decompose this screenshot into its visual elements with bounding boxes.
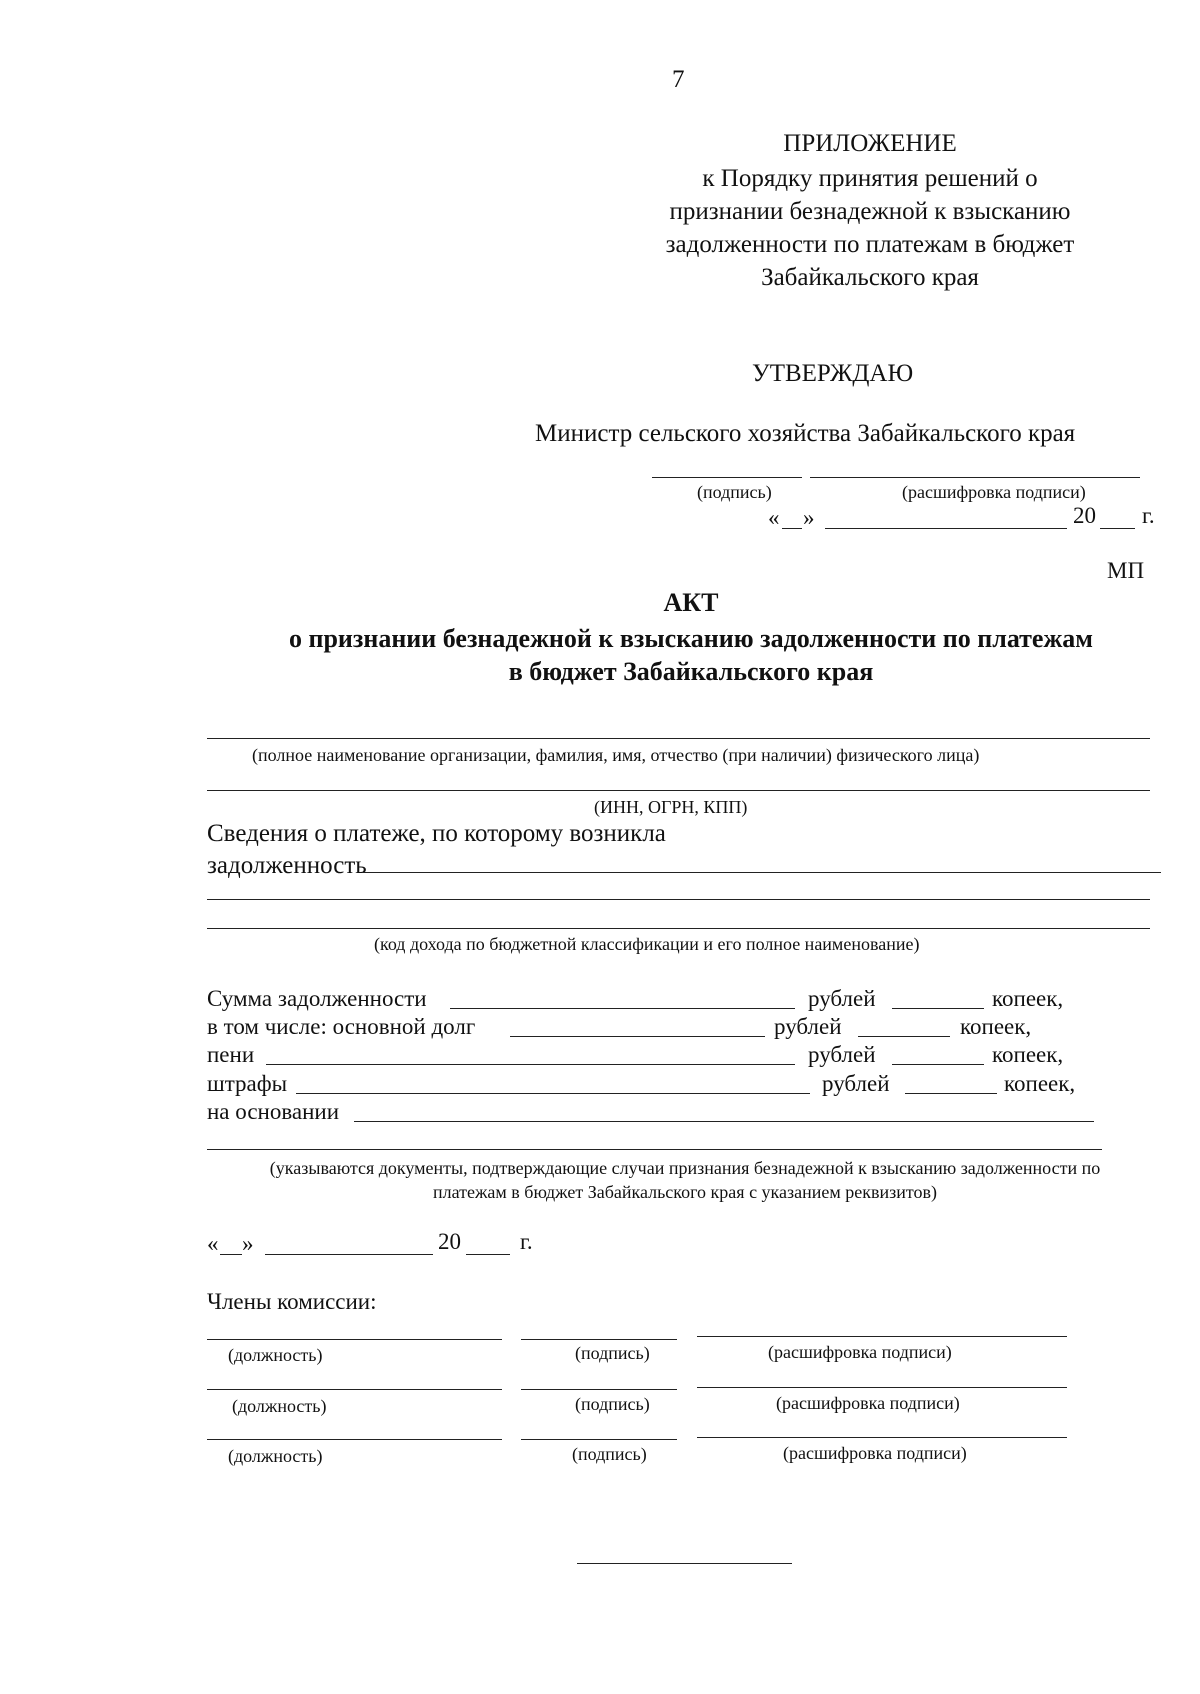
- date-month-line: [825, 528, 1067, 529]
- rubles-label: рублей: [774, 1014, 842, 1039]
- payment-info-line2: задолженность: [207, 852, 367, 879]
- act-date-quote-open: «: [207, 1231, 219, 1256]
- member-position-line: [207, 1389, 502, 1390]
- basis-label: на основании: [207, 1099, 340, 1124]
- fines-rubles-line: [296, 1093, 810, 1094]
- closing-separator-line: [577, 1563, 792, 1564]
- payment-info-extra-line: [207, 899, 1150, 900]
- org-name-caption: (полное наименование организации, фамилия, имя, отчество (при наличии) физического лица): [252, 745, 980, 765]
- penalty-kopecks-line: [892, 1064, 984, 1065]
- member-position-caption: (должность): [228, 1345, 323, 1365]
- act-date-year-prefix: 20: [438, 1229, 461, 1254]
- commission-heading: Члены комиссии:: [207, 1289, 377, 1314]
- basis-line: [354, 1121, 1094, 1122]
- date-year-suffix: г.: [1142, 503, 1155, 528]
- member-decode-caption: (расшифровка подписи): [776, 1393, 960, 1413]
- date-year-prefix: 20: [1073, 503, 1096, 528]
- penalty-rubles-line: [266, 1064, 795, 1065]
- act-date-quote-close: »: [242, 1231, 254, 1256]
- signature-caption: (подпись): [697, 482, 772, 502]
- appendix-line: Забайкальского края: [761, 264, 979, 291]
- act-date-year-line: [466, 1254, 510, 1255]
- act-title: АКТ: [663, 588, 719, 617]
- appendix-line: задолженности по платежам в бюджет: [665, 231, 1075, 258]
- total-kopecks-line: [892, 1008, 984, 1009]
- payment-info-line: [362, 872, 1161, 873]
- date-quote-open: «: [768, 505, 780, 530]
- total-debt-label: Сумма задолженности: [207, 986, 427, 1011]
- member-signature-caption: (подпись): [575, 1394, 650, 1414]
- documents-caption-line1: (указываются документы, подтверждающие случаи признания безнадежной к взысканию задолженности по: [269, 1158, 1101, 1178]
- date-day-line: [782, 528, 802, 529]
- approver-position: Министр сельского хозяйства Забайкальского края: [535, 420, 1076, 447]
- kopecks-label: копеек,: [1004, 1071, 1076, 1096]
- rubles-label: рублей: [808, 986, 876, 1011]
- penalty-label: пени: [207, 1042, 255, 1067]
- member-decode-line: [697, 1336, 1067, 1337]
- total-rubles-line: [450, 1008, 795, 1009]
- signature-line: [652, 477, 802, 478]
- act-date-year-suffix: г.: [520, 1229, 533, 1254]
- principal-rubles-line: [510, 1036, 765, 1037]
- appendix-title: ПРИЛОЖЕНИЕ: [783, 130, 957, 157]
- member-signature-line: [521, 1339, 677, 1340]
- page-number: 7: [672, 66, 685, 93]
- member-position-caption: (должность): [228, 1446, 323, 1466]
- member-signature-caption: (подпись): [572, 1444, 647, 1464]
- member-decode-caption: (расшифровка подписи): [783, 1443, 967, 1463]
- act-subtitle-line2: в бюджет Забайкальского края: [508, 657, 874, 686]
- principal-label: в том числе: основной долг: [207, 1014, 476, 1039]
- signature-decode-line: [810, 477, 1140, 478]
- kopecks-label: копеек,: [992, 986, 1064, 1011]
- documents-caption-line2: платежам в бюджет Забайкальского края с указанием реквизитов): [432, 1182, 937, 1202]
- income-code-line: [207, 928, 1150, 929]
- payment-info-line1: Сведения о платеже, по которому возникла: [207, 820, 666, 847]
- income-code-caption: (код дохода по бюджетной классификации и его полное наименование): [374, 934, 920, 954]
- signature-decode-caption: (расшифровка подписи): [902, 482, 1086, 502]
- member-position-caption: (должность): [232, 1396, 327, 1416]
- kopecks-label: копеек,: [960, 1014, 1032, 1039]
- rubles-label: рублей: [822, 1071, 890, 1096]
- kopecks-label: копеек,: [992, 1042, 1064, 1067]
- fines-kopecks-line: [905, 1093, 997, 1094]
- principal-kopecks-line: [858, 1036, 950, 1037]
- act-date-day-line: [220, 1254, 242, 1255]
- appendix-line: признании безнадежной к взысканию: [669, 198, 1071, 225]
- act-date-month-line: [265, 1254, 433, 1255]
- approval-heading: УТВЕРЖДАЮ: [752, 360, 914, 387]
- rubles-label: рублей: [808, 1042, 876, 1067]
- date-year-line: [1100, 528, 1135, 529]
- org-name-line: [207, 738, 1150, 739]
- inn-line: [207, 790, 1150, 791]
- act-subtitle-line1: о признании безнадежной к взысканию задолженности по платежам: [288, 624, 1094, 653]
- date-quote-close: »: [803, 505, 815, 530]
- member-decode-caption: (расшифровка подписи): [768, 1342, 952, 1362]
- member-decode-line: [697, 1387, 1067, 1388]
- member-signature-line: [521, 1389, 677, 1390]
- member-decode-line: [697, 1437, 1067, 1438]
- member-position-line: [207, 1439, 502, 1440]
- documents-line: [207, 1149, 1102, 1150]
- member-signature-caption: (подпись): [575, 1343, 650, 1363]
- member-position-line: [207, 1339, 502, 1340]
- appendix-line: к Порядку принятия решений о: [702, 165, 1038, 192]
- member-signature-line: [521, 1439, 677, 1440]
- fines-label: штрафы: [207, 1071, 288, 1096]
- stamp-label: МП: [1107, 558, 1145, 583]
- inn-caption: (ИНН, ОГРН, КПП): [594, 797, 748, 817]
